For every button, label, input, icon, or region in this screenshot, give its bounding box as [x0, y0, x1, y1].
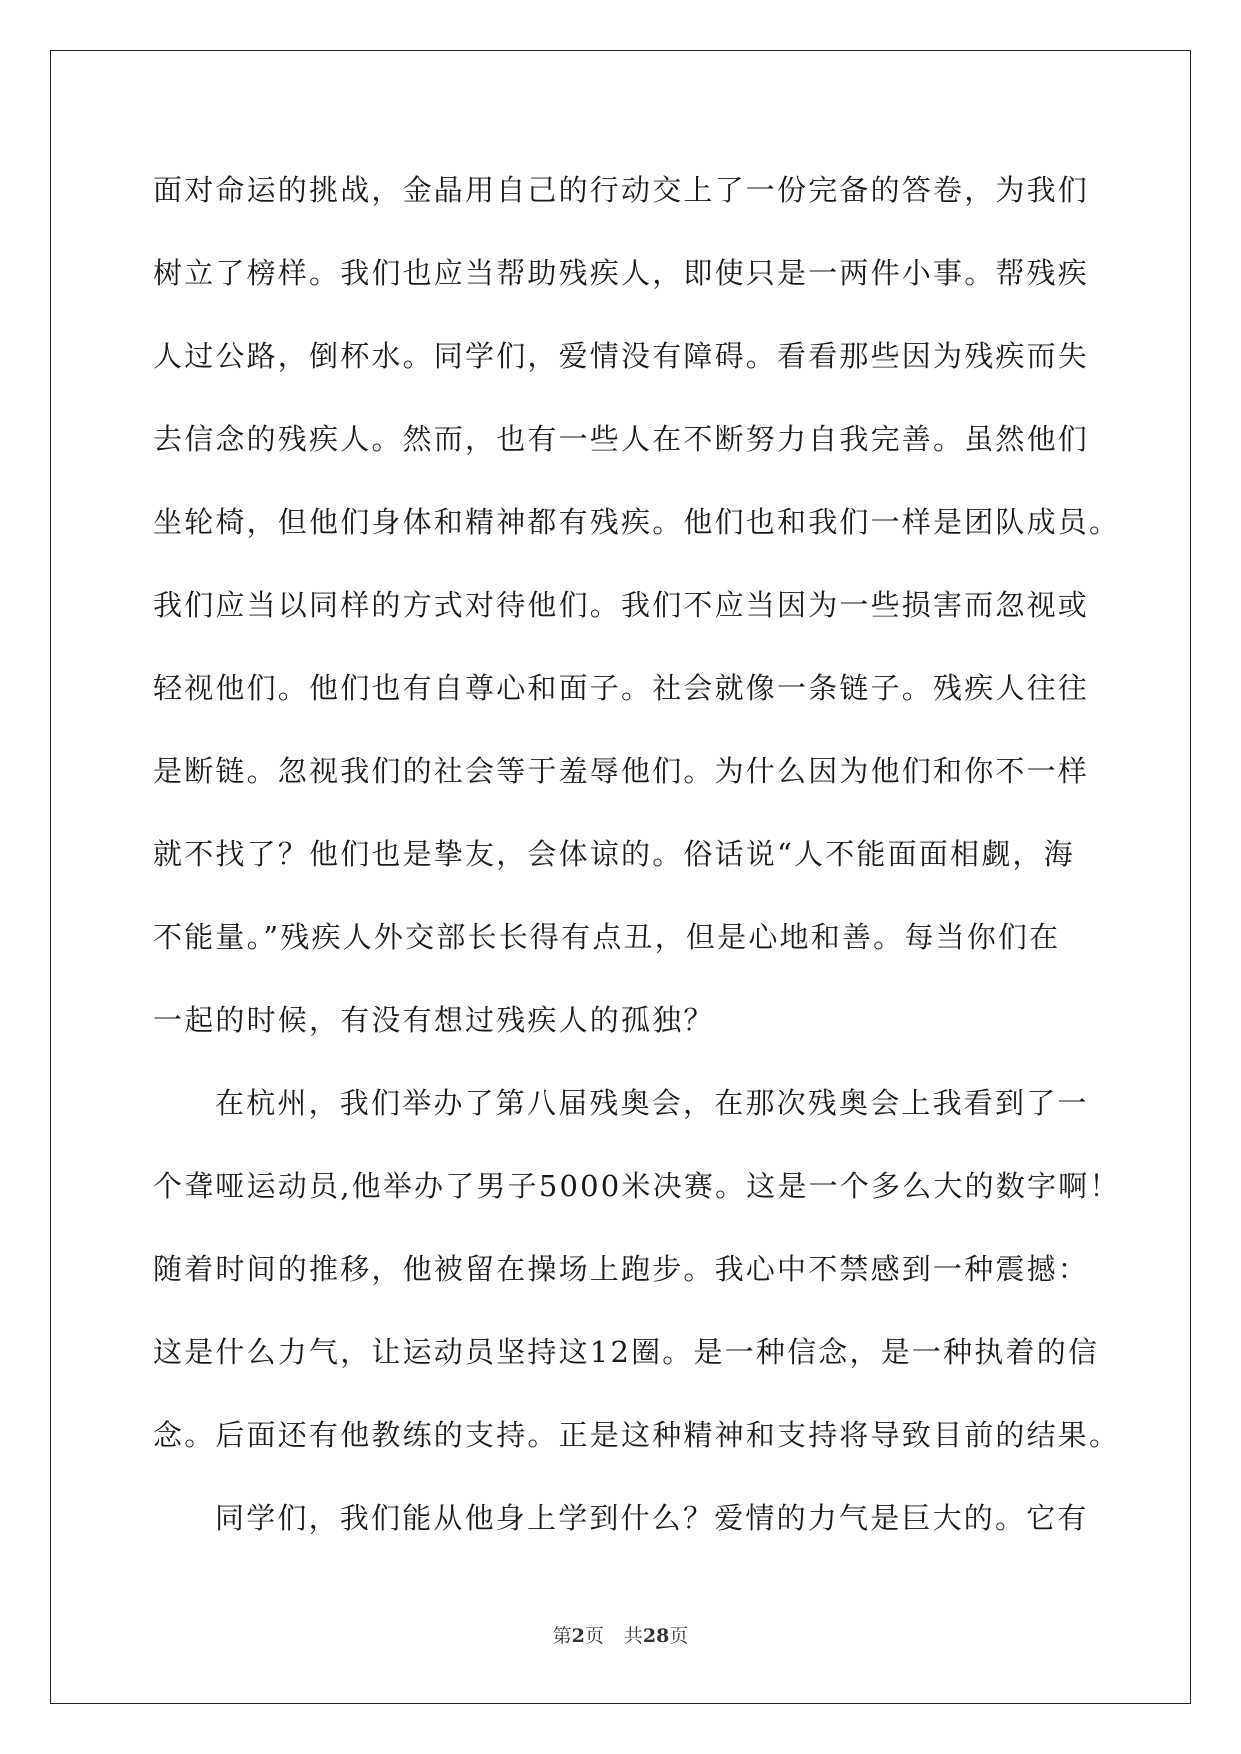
document-body [153, 162, 1121, 1573]
page-number: 2 [571, 1625, 585, 1647]
text-line-6: 我们应当以同样的方式对待他们。我们不应当因为一些损害而忽视或 [153, 588, 1090, 622]
text-line-9: 就不找了？他们也是挚友，会体谅的。俗话说“人不能面面相觑，海 [153, 837, 1075, 871]
total-prefix: 共 [623, 1625, 643, 1647]
text-line-14: 随着时间的推移，他被留在操场上跑步。我心中不禁感到一种震撼： [153, 1252, 1090, 1286]
page-suffix: 页 [584, 1625, 604, 1647]
text-line-17: 同学们，我们能从他身上学到什么？爱情的力气是巨大的。它有 [215, 1501, 1089, 1535]
text-line-15: 这是什么力气，让运动员坚持这12圈。是一种信念，是一种执着的信 [153, 1335, 1100, 1369]
total-suffix: 页 [669, 1625, 689, 1647]
text-line-13: 个聋哑运动员,他举办了男子5000米决赛。这是一个多么大的数字啊！ [153, 1169, 1121, 1203]
page-prefix: 第 [552, 1625, 572, 1647]
text-line-1: 面对命运的挑战，金晶用自己的行动交上了一份完备的答卷，为我们 [153, 173, 1090, 207]
text-line-7: 轻视他们。他们也有自尊心和面子。社会就像一条链子。残疾人往往 [153, 671, 1090, 705]
text-line-8: 是断链。忽视我们的社会等于羞辱他们。为什么因为他们和你不一样 [153, 754, 1090, 788]
text-line-3: 人过公路，倒杯水。同学们，爱情没有障碍。看看那些因为残疾而失 [153, 339, 1090, 373]
text-line-16: 念。后面还有他教练的支持。正是这种精神和支持将导致目前的结果。 [153, 1418, 1121, 1452]
text-line-2: 树立了榜样。我们也应当帮助残疾人，即使只是一两件小事。帮残疾 [153, 256, 1090, 290]
text-line-12: 在杭州，我们举办了第八届残奥会，在那次残奥会上我看到了一 [215, 1086, 1089, 1120]
total-pages: 28 [642, 1625, 670, 1647]
text-line-11: 一起的时候，有没有想过残疾人的孤独？ [153, 1003, 715, 1037]
text-line-4: 去信念的残疾人。然而，也有一些人在不断努力自我完善。虽然他们 [153, 422, 1090, 456]
page-footer [0, 1621, 1241, 1648]
text-line-5: 坐轮椅，但他们身体和精神都有残疾。他们也和我们一样是团队成员。 [153, 505, 1121, 539]
text-line-10: 不能量。”残疾人外交部长长得有点丑，但是心地和善。每当你们在 [153, 920, 1061, 954]
